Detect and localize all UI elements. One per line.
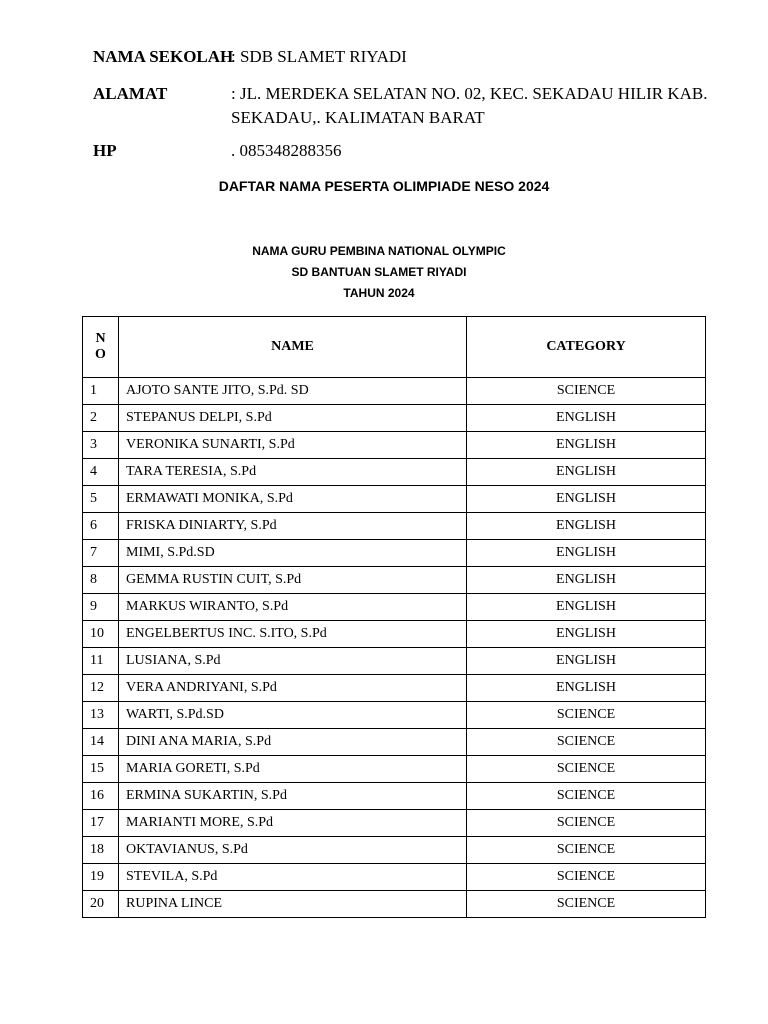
subtitle-line-3: TAHUN 2024 — [343, 286, 415, 300]
row-number-cell: 16 — [83, 783, 119, 810]
table-row — [83, 648, 706, 675]
row-number-cell: 6 — [83, 513, 119, 540]
table-row — [83, 756, 706, 783]
category-cell: SCIENCE — [467, 837, 706, 864]
category-cell: ENGLISH — [467, 513, 706, 540]
row-number-cell: 3 — [83, 432, 119, 459]
category-cell: ENGLISH — [467, 540, 706, 567]
row-number-cell: 8 — [83, 567, 119, 594]
header-no — [83, 317, 119, 378]
teacher-table — [82, 316, 706, 918]
table-row — [83, 486, 706, 513]
category-cell: SCIENCE — [467, 756, 706, 783]
category-cell: ENGLISH — [467, 432, 706, 459]
teacher-name-cell: STEVILA, S.Pd — [119, 864, 467, 891]
category-cell: SCIENCE — [467, 729, 706, 756]
row-number-cell: 12 — [83, 675, 119, 702]
teacher-name-cell: STEPANUS DELPI, S.Pd — [119, 405, 467, 432]
category-cell: SCIENCE — [467, 891, 706, 918]
table-header-row — [83, 317, 706, 378]
row-number-cell: 9 — [83, 594, 119, 621]
table-row — [83, 837, 706, 864]
row-number-cell: 2 — [83, 405, 119, 432]
row-number-cell: 20 — [83, 891, 119, 918]
teacher-name-cell: MARIANTI MORE, S.Pd — [119, 810, 467, 837]
table-row — [83, 675, 706, 702]
subtitle-line-1: NAMA GURU PEMBINA NATIONAL OLYMPIC — [252, 244, 506, 258]
category-cell: SCIENCE — [467, 378, 706, 405]
address-value — [231, 82, 711, 130]
teacher-name-cell: WARTI, S.Pd.SD — [119, 702, 467, 729]
table-row — [83, 864, 706, 891]
teacher-name-cell: ERMINA SUKARTIN, S.Pd — [119, 783, 467, 810]
table-row — [83, 891, 706, 918]
category-cell: ENGLISH — [467, 621, 706, 648]
teacher-name-cell: FRISKA DINIARTY, S.Pd — [119, 513, 467, 540]
phone-label: HP — [93, 141, 117, 160]
row-number-cell: 13 — [83, 702, 119, 729]
teacher-name-cell: RUPINA LINCE — [119, 891, 467, 918]
address-line-1: : JL. MERDEKA SELATAN NO. 02, KEC. SEKADAU HILIR KAB. — [231, 84, 708, 103]
table-row — [83, 567, 706, 594]
table-row — [83, 729, 706, 756]
document-title: DAFTAR NAMA PESERTA OLIMPIADE NESO 2024 — [218, 178, 550, 194]
table-row — [83, 594, 706, 621]
category-cell: ENGLISH — [467, 567, 706, 594]
table-body — [83, 378, 706, 918]
table-row — [83, 702, 706, 729]
row-number-cell: 5 — [83, 486, 119, 513]
category-cell: ENGLISH — [467, 594, 706, 621]
table-row — [83, 513, 706, 540]
address-label: ALAMAT — [93, 84, 168, 103]
row-number-cell: 11 — [83, 648, 119, 675]
table-row — [83, 459, 706, 486]
category-cell: ENGLISH — [467, 486, 706, 513]
teacher-name-cell: TARA TERESIA, S.Pd — [119, 459, 467, 486]
teacher-name-cell: OKTAVIANUS, S.Pd — [119, 837, 467, 864]
row-number-cell: 15 — [83, 756, 119, 783]
school-name-label: NAMA SEKOLAH — [93, 47, 234, 66]
teacher-name-cell: ERMAWATI MONIKA, S.Pd — [119, 486, 467, 513]
phone-value: . 085348288356 — [231, 141, 342, 160]
teacher-name-cell: AJOTO SANTE JITO, S.Pd. SD — [119, 378, 467, 405]
subtitle-line-2: SD BANTUAN SLAMET RIYADI — [291, 265, 467, 279]
header-name: NAME — [119, 317, 467, 378]
teacher-name-cell: LUSIANA, S.Pd — [119, 648, 467, 675]
category-cell: ENGLISH — [467, 675, 706, 702]
row-number-cell: 14 — [83, 729, 119, 756]
teacher-name-cell: DINI ANA MARIA, S.Pd — [119, 729, 467, 756]
row-number-cell: 18 — [83, 837, 119, 864]
table-row — [83, 378, 706, 405]
teacher-name-cell: MIMI, S.Pd.SD — [119, 540, 467, 567]
category-cell: SCIENCE — [467, 864, 706, 891]
teacher-name-cell: VERONIKA SUNARTI, S.Pd — [119, 432, 467, 459]
category-cell: ENGLISH — [467, 405, 706, 432]
category-cell: SCIENCE — [467, 702, 706, 729]
address-line-2: SEKADAU,. KALIMATAN BARAT — [231, 108, 485, 127]
teacher-name-cell: GEMMA RUSTIN CUIT, S.Pd — [119, 567, 467, 594]
row-number-cell: 1 — [83, 378, 119, 405]
header-no-line-1: N — [95, 331, 106, 346]
table-row — [83, 432, 706, 459]
table-row — [83, 810, 706, 837]
row-number-cell: 4 — [83, 459, 119, 486]
table-row — [83, 405, 706, 432]
teacher-name-cell: VERA ANDRIYANI, S.Pd — [119, 675, 467, 702]
table-row — [83, 783, 706, 810]
category-cell: SCIENCE — [467, 810, 706, 837]
teacher-name-cell: ENGELBERTUS INC. S.ITO, S.Pd — [119, 621, 467, 648]
category-cell: ENGLISH — [467, 648, 706, 675]
header-category: CATEGORY — [467, 317, 706, 378]
header-no-line-2: O — [95, 347, 106, 362]
row-number-cell: 7 — [83, 540, 119, 567]
table-row — [83, 540, 706, 567]
table-row — [83, 621, 706, 648]
row-number-cell: 19 — [83, 864, 119, 891]
school-name-value: : SDB SLAMET RIYADI — [231, 47, 407, 66]
category-cell: SCIENCE — [467, 783, 706, 810]
row-number-cell: 10 — [83, 621, 119, 648]
teacher-name-cell: MARIA GORETI, S.Pd — [119, 756, 467, 783]
category-cell: ENGLISH — [467, 459, 706, 486]
teacher-name-cell: MARKUS WIRANTO, S.Pd — [119, 594, 467, 621]
row-number-cell: 17 — [83, 810, 119, 837]
